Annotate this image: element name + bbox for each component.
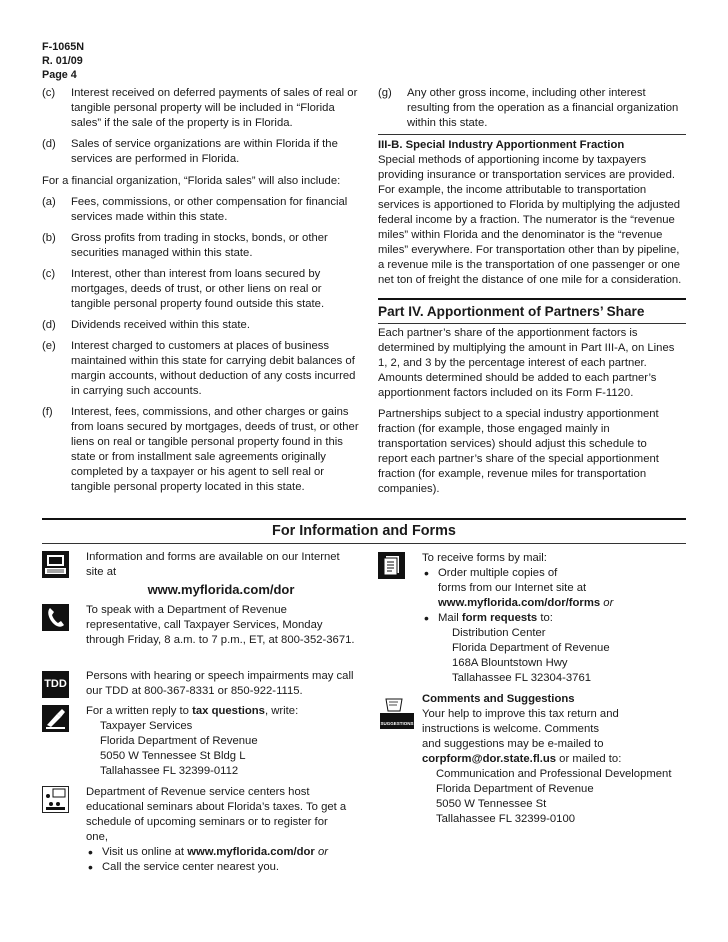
list-item: • Order multiple copies of [422,566,688,581]
list-item: (c) Interest, other than interest from loans secured by mortgages, deeds of trust, or other liens on real or tangible personal property found outside this state. [42,268,325,310]
list-item: (e) Interest charged to customers at places of business maintained within this state for carrying debit balances of margin accounts, without deduction of any costs incurred in carrying such accounts. [42,340,356,397]
address-line: 5050 W Tennessee St [436,798,547,810]
internet-text: Information and forms are available on our Internet site at [86,551,340,578]
left-column [42,86,362,501]
address-line: Distribution Center [452,627,546,639]
financial-intro: For a financial organization, “Florida sales” will also include: [42,175,341,187]
divider [42,518,686,520]
mail-intro: To receive forms by mail: [422,552,547,564]
list-item: (d) Dividends received within this state. [42,319,250,331]
seminar-text: Department of Revenue service centers host educational seminars about Florida’s taxes. To get a schedule of upcoming seminars or to register for one, [86,786,347,843]
forms-icon [378,552,405,579]
writing-hand-icon [42,705,69,732]
divider [378,298,686,300]
right-column [378,86,686,137]
list-item: (f) Interest, fees, commissions, and other charges or gains from loans secured by mortgages, deeds of trust, or other liens on real or tangible personal property found in this state or from installment sale agreements originally completed by a taxpayer or his agent to sell real or tangible personal property located in this state. [42,406,359,493]
comments-text: Your help to improve this tax return and [422,708,619,720]
list-item: (a) Fees, commissions, or other compensation for financial services made within this state. [42,196,348,223]
list-item: (d) Sales of service organizations are within Florida if the services are performed in Florida. [42,138,338,165]
part-iv-text: Each partner’s share of the apportionment factors is determined by multiplying the amount in Part III-A, on Lines 1, 2, and 3 by the percentage interest of each partner. Amounts determined should be added to each partner’s apportionment factors included on its Form F-1120. [378,327,675,399]
written-reply-info: For a written reply to tax questions, write: Taxpayer Services Florida Department of Revenue 5050 W Tennessee St Bldg L Tallahassee FL 32399-0112 [86,704,358,779]
comments-title: Comments and Suggestions [422,693,575,705]
info-section-title: For Information and Forms [272,523,456,539]
divider [378,323,686,324]
form-number: F-1065N [42,41,85,53]
address-line: Tallahassee FL 32304-3761 [452,672,592,684]
address-line: Florida Department of Revenue [436,783,594,795]
seminar-info [86,785,348,875]
list-item: (g) Any other gross income, including other interest resulting from the operation as a financial organization within this state. [378,87,679,129]
form-header [42,40,84,82]
address-line: 5050 W Tennessee St Bldg L [100,750,246,762]
list-item: • Call the service center nearest you. [86,860,348,875]
list-item: (b) Gross profits from trading in stocks, bonds, or other securities managed within this state. [42,232,328,259]
part-iv-text: Partnerships subject to a special industry apportionment fraction (for example, those engaged mainly in transportation services) should adjust this schedule to report each partner’s share of the special apportionment fraction (for example, revenue miles for transportation companies). [378,408,659,495]
address-line: Tallahassee FL 32399-0112 [100,765,239,777]
part-iv-section [378,326,678,497]
divider [42,543,686,544]
page-number: Page 4 [42,69,77,81]
address-line: Tallahassee FL 32399-0100 [436,813,576,825]
mail-text: forms from our Internet site at [438,582,587,594]
computer-icon [42,551,69,578]
address-line: Florida Department of Revenue [452,642,610,654]
phone-info: To speak with a Department of Revenue representative, call Taxpayer Services, Monday through Friday, 8 a.m. to 7 p.m., ET, at 800-352-3671. [86,604,355,646]
phone-icon [42,604,69,631]
list-item: • Mail form requests to: [422,611,688,626]
mail-forms-info: To receive forms by mail: • Order multiple copies of forms from our Internet site at www.myflorida.com/dor/forms or • Mail form requests to: Distribution Center Florida Department of Revenue 168A Blountstown Hwy Tallahassee FL 32304-3761 [422,551,688,686]
comments-text: and suggestions may be e-mailed to [422,738,604,750]
address-line: 168A Blountstown Hwy [452,657,568,669]
list-item: (c) Interest received on deferred payments of sales of real or tangible personal property will be included in “Florida sales” if the sale of the property is in Florida. [42,87,358,129]
website-link[interactable]: www.myflorida.com/dor [147,582,295,597]
address-line: Communication and Professional Development [436,768,672,780]
divider [378,134,686,135]
forms-link[interactable]: www.myflorida.com/dor/forms [438,597,601,609]
tdd-info: Persons with hearing or speech impairments may call our TDD at 800-367-8331 or 850-922-1115. [86,670,354,697]
section-text: Special methods of apportioning income by taxpayers providing insurance or transportation services are provided. For example, the income attributable to transportation services is apportioned to Florida by multiplying the adjusted federal income by a fraction. The numerator is the “revenue miles” within Florida and the denominator is the “revenue miles” everywhere. For transportation other than by pipeline, a revenue mile is the transportation of one passenger or one net ton of freight the distance of one mile for a consideration. [378,154,682,286]
comments-text: instructions is welcome. Comments [422,723,600,735]
part-iv-title: Part IV. Apportionment of Partners’ Share [378,304,645,319]
special-industry-section [378,138,688,288]
seminar-icon [42,786,69,813]
address-line: Taxpayer Services [100,720,193,732]
section-title: III-B. Special Industry Apportionment Fraction [378,139,625,151]
internet-info [86,550,356,598]
list-item: • Visit us online at www.myflorida.com/dor or [86,845,348,860]
revision-date: R. 01/09 [42,55,83,67]
address-line: Florida Department of Revenue [100,735,258,747]
email-link[interactable]: corpform@dor.state.fl.us [422,753,557,765]
suggestion-box-icon [378,697,416,731]
comments-info: Comments and Suggestions Your help to improve this tax return and instructions is welcome. Comments and suggestions may be e-mailed to corpform@dor.state.fl.us or mailed to: Communication and Professional Development Florida Department of Revenue 5050 W Tennessee St Tallahassee FL 32399-0100 [422,692,692,827]
tdd-icon: TDD [42,671,69,698]
suggestion-box-label: SUGGESTIONS [380,721,414,726]
